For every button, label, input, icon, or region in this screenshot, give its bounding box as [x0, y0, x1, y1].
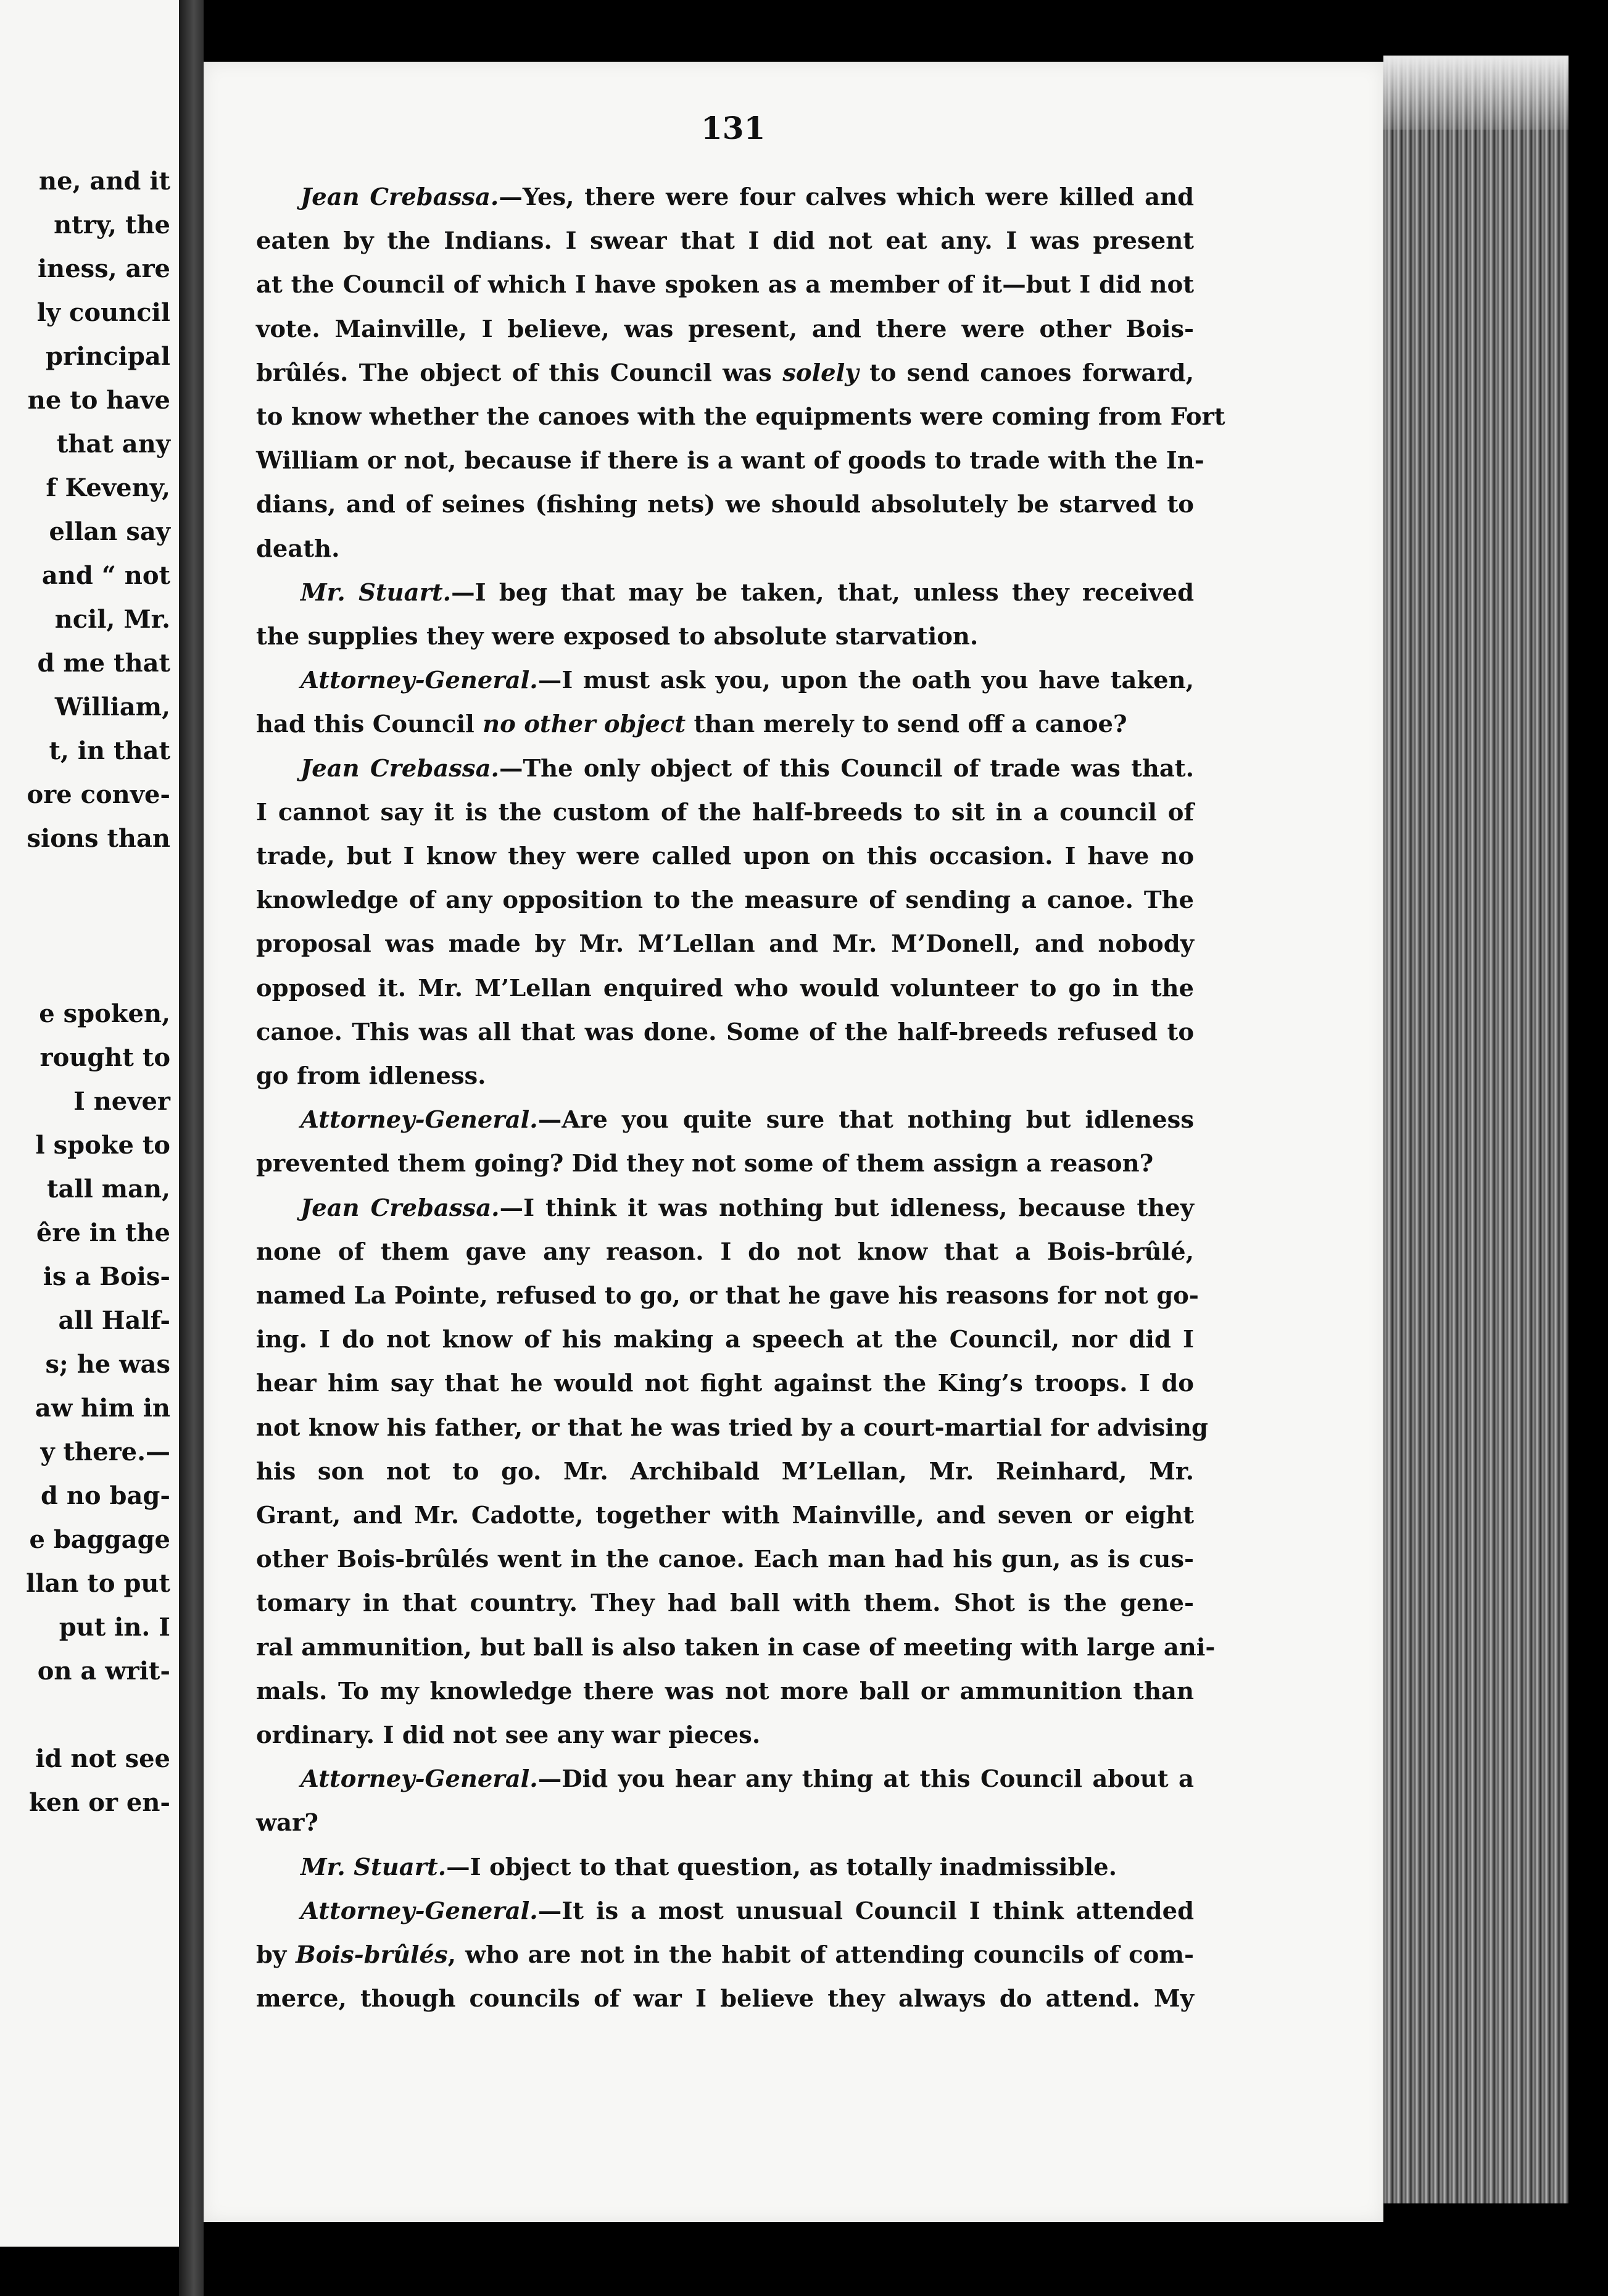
text-line: [256, 402, 1225, 432]
speaker-name: Attorney-General.: [300, 1765, 538, 1794]
facing-page-line: is a Bois-: [43, 1262, 170, 1291]
facing-page-line: iness, are: [37, 254, 170, 283]
line-text: war?: [256, 1809, 318, 1837]
facing-page-line: that any: [56, 430, 170, 459]
speaker-line: [256, 1765, 1194, 1794]
text-line: [256, 798, 1194, 828]
line-text: named La Pointe, refused to go, or that he gave his reasons for not go-: [256, 1282, 1199, 1310]
text-line: [256, 1501, 1194, 1531]
text-line: [256, 315, 1194, 344]
facing-page-line: sions than: [27, 824, 170, 853]
facing-page-line: rought to: [39, 1043, 170, 1072]
text-line: [256, 1677, 1194, 1707]
line-text: go from idleness.: [256, 1062, 486, 1090]
facing-page-line: aw him in: [35, 1394, 170, 1423]
text-line: [256, 710, 1194, 739]
speaker-line: [256, 1897, 1194, 1926]
text-line: [256, 1984, 1194, 2014]
facing-page-line: William,: [54, 693, 170, 722]
line-text: dians, and of seines (fishing nets) we should absolutely be starved to: [256, 491, 1194, 519]
line-text: —The only object of this Council of trade was that.: [499, 754, 1194, 783]
line-text: —I object to that question, as totally inadmissible.: [446, 1853, 1117, 1881]
text-line: [256, 227, 1194, 256]
line-text: William or not, because if there is a want of goods to trade with the In-: [256, 447, 1204, 475]
line-text: —Are you quite sure that nothing but idleness: [537, 1106, 1194, 1134]
line-text-rest: , who are not in the habit of attending councils of com-: [447, 1941, 1194, 1969]
text-line: [256, 1589, 1194, 1618]
line-text: tomary in that country. They had ball with them. Shot is the gene-: [256, 1589, 1194, 1618]
facing-page-line: t, in that: [49, 736, 170, 765]
speaker-line: [256, 183, 1194, 212]
text-line: [256, 1940, 1194, 1970]
speaker-name: Jean Crebassa.: [300, 1194, 500, 1222]
line-text: merce, though councils of war I believe they always do attend. My: [256, 1985, 1194, 2013]
text-line: [256, 842, 1194, 871]
facing-page-line: I never: [73, 1087, 170, 1116]
facing-page-line: principal: [46, 342, 170, 371]
facing-page-line: all Half-: [58, 1306, 170, 1335]
text-line: [256, 1062, 1194, 1091]
text-line: [256, 1413, 1208, 1443]
line-text: opposed it. Mr. M’Lellan enquired who would volunteer to go in the: [256, 974, 1194, 1002]
facing-page-line: ncil, Mr.: [54, 605, 170, 634]
line-text: proposal was made by Mr. M’Lellan and Mr. M’Donell, and nobody: [256, 930, 1194, 959]
line-text: to know whether the canoes with the equipments were coming from Fort: [256, 403, 1225, 431]
line-text: his son not to go. Mr. Archibald M’Lellan, Mr. Reinhard, Mr.: [256, 1457, 1194, 1486]
facing-page-line: and “ not: [41, 561, 170, 590]
facing-page-line: ly council: [36, 298, 170, 327]
speaker-name: Mr. Stuart.: [300, 1853, 447, 1881]
line-text: by: [256, 1941, 296, 1969]
line-text: death.: [256, 534, 340, 563]
page-edges: [1383, 56, 1569, 2203]
text-line: [256, 1325, 1194, 1355]
page-number: 131: [701, 110, 766, 146]
text-line: [256, 1018, 1194, 1047]
speaker-line: [256, 1105, 1194, 1135]
line-text: ral ammunition, but ball is also taken in case of meeting with large ani-: [256, 1633, 1216, 1662]
speaker-name: Attorney-General.: [300, 667, 538, 695]
text-line: [256, 622, 1194, 652]
facing-page-line: y there.—: [40, 1437, 170, 1466]
facing-page-line: put in. I: [59, 1613, 170, 1642]
facing-page-line: llan to put: [26, 1569, 170, 1598]
facing-page-line: e baggage: [29, 1525, 170, 1554]
emphasis-text: no other object: [483, 710, 686, 739]
facing-page-line: ne to have: [27, 386, 170, 415]
line-text: —Did you hear any thing at this Council about a: [537, 1765, 1194, 1794]
text-line: [256, 886, 1194, 915]
text-line: [256, 1149, 1194, 1179]
facing-page: [0, 0, 185, 2247]
speaker-line: [256, 754, 1194, 784]
line-text: ing. I do not know of his making a speech at the Council, nor did I: [256, 1326, 1194, 1354]
facing-page-line: d no bag-: [40, 1481, 170, 1510]
line-text: prevented them going? Did they not some of them assign a reason?: [256, 1150, 1154, 1178]
text-line: [256, 1721, 1194, 1750]
page-edges-highlight: [1383, 56, 1569, 130]
line-text-rest: than merely to send off a canoe?: [686, 710, 1127, 739]
text-line: [256, 974, 1194, 1004]
line-text: not know his father, or that he was tried by a court-martial for advising: [256, 1413, 1208, 1442]
speaker-line: [256, 666, 1194, 696]
facing-page-line: d me that: [37, 649, 170, 678]
text-line: [256, 1237, 1194, 1267]
line-text: at the Council of which I have spoken as a member of it—but I did not: [256, 271, 1194, 299]
line-text: —Yes, there were four calves which were killed and: [499, 183, 1194, 211]
line-text: —I must ask you, upon the oath you have taken,: [537, 667, 1194, 695]
line-text: trade, but I know they were called upon on this occasion. I have no: [256, 842, 1194, 870]
line-text: —It is a most unusual Council I think attended: [537, 1897, 1194, 1925]
text-line: [256, 534, 1194, 564]
facing-page-line: ellan say: [49, 517, 170, 546]
facing-page-line: s; he was: [45, 1350, 170, 1379]
facing-page-line: tall man,: [47, 1175, 170, 1204]
facing-page-line: on a writ-: [37, 1657, 170, 1686]
facing-page-line: ne, and it: [39, 167, 170, 196]
line-text: none of them gave any reason. I do not know that a Bois-brûlé,: [256, 1237, 1194, 1266]
line-text: knowledge of any opposition to the measure of sending a canoe. The: [256, 886, 1194, 915]
speaker-name: Attorney-General.: [300, 1897, 538, 1925]
line-text: brûlés. The object of this Council was: [256, 359, 783, 387]
book-gutter: [179, 0, 204, 2296]
line-text: mals. To my knowledge there was not more ball or ammunition than: [256, 1677, 1194, 1705]
facing-page-line: e spoken,: [39, 999, 170, 1028]
line-text: —I beg that may be taken, that, unless they received: [451, 578, 1195, 607]
facing-page-line: l spoke to: [35, 1131, 170, 1160]
text-line: [256, 1281, 1199, 1311]
text-line: [256, 490, 1194, 520]
speaker-name: Attorney-General.: [300, 1106, 538, 1134]
text-line: [256, 1457, 1194, 1487]
facing-page-line: ken or en-: [29, 1788, 170, 1817]
line-text: canoe. This was all that was done. Some of the half-breeds refused to: [256, 1018, 1194, 1046]
facing-page-line: f Keveny,: [46, 473, 170, 502]
text-line: [256, 359, 1194, 388]
line-text: Grant, and Mr. Cadotte, together with Mainville, and seven or eight: [256, 1502, 1194, 1529]
text-line: [256, 930, 1194, 959]
facing-page-line: êre in the: [36, 1218, 170, 1247]
emphasis-text: Bois-brûlés: [296, 1941, 448, 1969]
line-text: vote. Mainville, I believe, was present, and there were other Bois-: [256, 315, 1194, 343]
line-text: eaten by the Indians. I swear that I did not eat any. I was present: [256, 227, 1194, 256]
speaker-name: Mr. Stuart.: [300, 578, 452, 607]
speaker-line: [256, 578, 1194, 608]
text-line: [256, 446, 1204, 476]
speaker-name: Jean Crebassa.: [300, 754, 499, 783]
line-text: hear him say that he would not fight against the King’s troops. I do: [256, 1370, 1194, 1398]
line-text: the supplies they were exposed to absolute starvation.: [256, 623, 979, 651]
line-text: —I think it was nothing but idleness, because they: [499, 1194, 1194, 1222]
text-line: [256, 1808, 1194, 1838]
facing-page-line: id not see: [35, 1744, 170, 1773]
text-line: [256, 1369, 1194, 1399]
speaker-line: [256, 1853, 1194, 1882]
line-text: ordinary. I did not see any war pieces.: [256, 1721, 761, 1749]
line-text: had this Council: [256, 710, 483, 739]
text-line: [256, 1633, 1216, 1663]
line-text: I cannot say it is the custom of the half-breeds to sit in a council of: [256, 798, 1194, 826]
line-text: other Bois-brûlés went in the canoe. Each man had his gun, as is cus-: [256, 1545, 1194, 1574]
emphasis-text: solely: [782, 359, 859, 387]
text-line: [256, 270, 1194, 300]
text-line: [256, 1545, 1194, 1574]
facing-page-line: ntry, the: [54, 210, 170, 239]
speaker-name: Jean Crebassa.: [300, 183, 499, 211]
line-text-rest: to send canoes forward,: [858, 359, 1194, 387]
facing-page-line: ore conve-: [27, 780, 170, 809]
speaker-line: [256, 1194, 1194, 1223]
